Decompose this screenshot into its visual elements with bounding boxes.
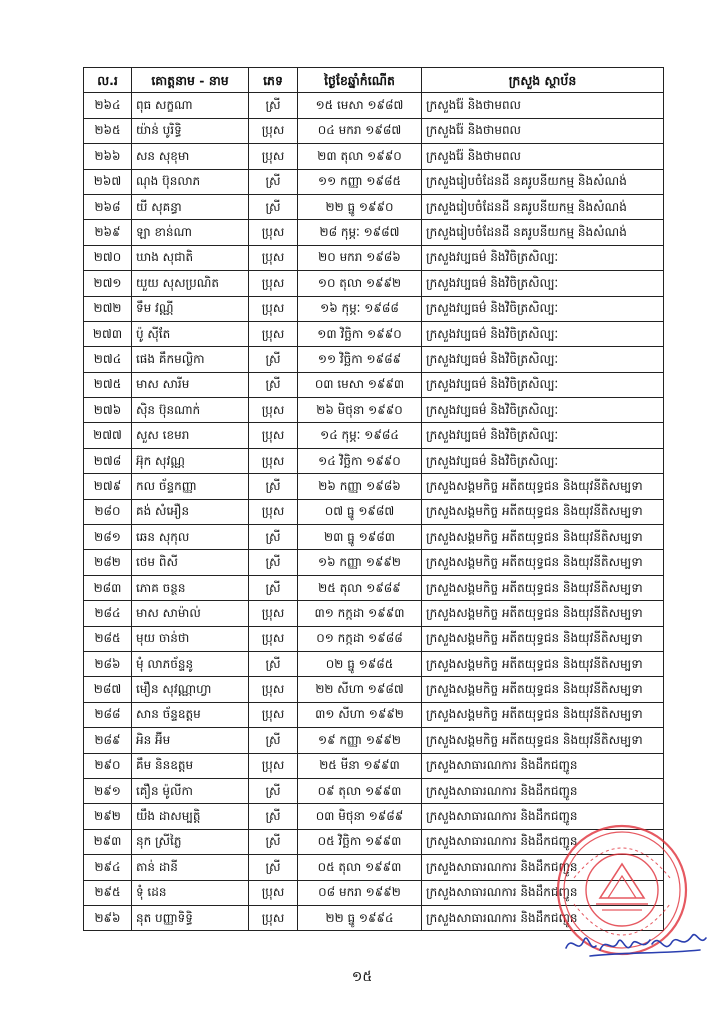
ministry-cell: ក្រសួងសង្គមកិច្ច អតីតយុទ្ធជន និងយុវនីតិសម្បទា [422,728,664,753]
sex-cell: ស្រី [249,550,298,575]
full-name-cell: សន សុខុមា [132,144,249,169]
sex-cell: ស្រី [249,474,298,499]
ministry-cell: ក្រសួងសង្គមកិច្ច អតីតយុទ្ធជន និងយុវនីតិសម្បទា [422,499,664,524]
table-row [84,550,664,575]
full-name-cell: គឿន ម៉ូលីកា [132,778,249,803]
full-name-cell: គឹម និនឧត្តម [132,753,249,778]
table-row [84,448,664,473]
row-number-cell: ២៧៦ [84,398,132,423]
date-of-birth-cell: ០៥ តុលា ១៩៩៣ [298,855,422,880]
ministry-cell: ក្រសួងវប្បធម៌ និងវិចិត្រសិល្បៈ [422,245,664,270]
row-number-cell: ២៧៧ [84,423,132,448]
sex-cell: ប្រុស [249,905,298,930]
table-row [84,702,664,727]
sex-cell: ប្រុស [249,220,298,245]
ministry-cell: ក្រសួងវប្បធម៌ និងវិចិត្រសិល្បៈ [422,271,664,296]
full-name-cell: គង់ សំអឿន [132,499,249,524]
row-number-cell: ២៨៤ [84,601,132,626]
sex-cell: ស្រី [249,804,298,829]
header-ministry: ក្រសួង ស្ថាប័ន [422,68,664,93]
row-number-cell: ២៩៤ [84,855,132,880]
table-row [84,499,664,524]
ministry-cell: ក្រសួងរៀបចំដែនដី នគរូបនីយកម្ម និងសំណង់ [422,194,664,219]
date-of-birth-cell: ២៦ កញ្ញា ១៩៨៦ [298,474,422,499]
row-number-cell: ២៩១ [84,778,132,803]
full-name-cell: នុត បញ្ញាទិទ្ធិ [132,905,249,930]
date-of-birth-cell: ២៨ កុម្ភៈ ១៩៨៧ [298,220,422,245]
row-number-cell: ២៨៣ [84,575,132,600]
ministry-cell: ក្រសួងសង្គមកិច្ច អតីតយុទ្ធជន និងយុវនីតិសម្បទា [422,702,664,727]
date-of-birth-cell: ២២ ធ្នូ ១៩៩០ [298,194,422,219]
sex-cell: ស្រី [249,778,298,803]
full-name-cell: ទឹម វណ្ណី [132,296,249,321]
row-number-cell: ២៦៤ [84,93,132,118]
ministry-cell: ក្រសួងសង្គមកិច្ច អតីតយុទ្ធជន និងយុវនីតិសម្បទា [422,626,664,651]
row-number-cell: ២៩៥ [84,880,132,905]
ministry-cell: ក្រសួងសង្គមកិច្ច អតីតយុទ្ធជន និងយុវនីតិសម្បទា [422,677,664,702]
table-row [84,169,664,194]
ministry-cell: ក្រសួងសង្គមកិច្ច អតីតយុទ្ធជន និងយុវនីតិសម្បទា [422,651,664,676]
table-row [84,601,664,626]
full-name-cell: មុំ លាភច័ន្ទនូ [132,651,249,676]
row-number-cell: ២៨៥ [84,626,132,651]
table-row [84,296,664,321]
sex-cell: ប្រុស [249,880,298,905]
date-of-birth-cell: ១៩ កញ្ញា ១៩៩២ [298,728,422,753]
ministry-cell: ក្រសួងសាធារណការ និងដឹកជញ្ជូន [422,753,664,778]
date-of-birth-cell: ០៣ មិថុនា ១៩៨៩ [298,804,422,829]
ministry-cell: ក្រសួងសាធារណការ និងដឹកជញ្ជូន [422,905,664,930]
ministry-cell: ក្រសួងរៀបចំដែនដី នគរូបនីយកម្ម និងសំណង់ [422,220,664,245]
full-name-cell: ភោគ ចន្ថន [132,575,249,600]
full-name-cell: យួយ សុសប្រណិត [132,271,249,296]
sex-cell: ប្រុស [249,702,298,727]
table-row [84,321,664,346]
table-row [84,144,664,169]
date-of-birth-cell: ១៥ មេសា ១៩៨៧ [298,93,422,118]
row-number-cell: ២៧៤ [84,347,132,372]
date-of-birth-cell: ០៩ តុលា ១៩៩៣ [298,778,422,803]
sex-cell: ប្រុស [249,118,298,143]
row-number-cell: ២៨១ [84,525,132,550]
table-row [84,118,664,143]
page-number: ១៥ [351,969,373,985]
date-of-birth-cell: ២៣ តុលា ១៩៩០ [298,144,422,169]
roster-table [83,67,664,931]
sex-cell: ប្រុស [249,296,298,321]
date-of-birth-cell: ០១ កក្កដា ១៩៨៨ [298,626,422,651]
date-of-birth-cell: ២២ សីហា ១៩៨៧ [298,677,422,702]
table-row [84,728,664,753]
row-number-cell: ២៩៦ [84,905,132,930]
date-of-birth-cell: ២២ ធ្នូ ១៩៩៤ [298,905,422,930]
full-name-cell: យី សុគន្ធា [132,194,249,219]
sex-cell: ស្រី [249,575,298,600]
sex-cell: ប្រុស [249,423,298,448]
sex-cell: ប្រុស [249,626,298,651]
sex-cell: ស្រី [249,829,298,854]
sex-cell: ប្រុស [249,601,298,626]
row-number-cell: ២៦៩ [84,220,132,245]
date-of-birth-cell: ១៣ វិច្ឆិកា ១៩៩០ [298,321,422,346]
ministry-cell: ក្រសួងសង្គមកិច្ច អតីតយុទ្ធជន និងយុវនីតិសម្បទា [422,601,664,626]
table-row [84,677,664,702]
table-row [84,778,664,803]
date-of-birth-cell: ៣១ កក្កដា ១៩៩៣ [298,601,422,626]
row-number-cell: ២៧២ [84,296,132,321]
date-of-birth-cell: ០៧ ធ្នូ ១៩៨៧ [298,499,422,524]
sex-cell: ប្រុស [249,271,298,296]
ministry-cell: ក្រសួងរ៉ែ និងថាមពល [422,93,664,118]
date-of-birth-cell: ១១ កញ្ញា ១៩៨៥ [298,169,422,194]
table-row [84,753,664,778]
ministry-cell: ក្រសួងរៀបចំដែនដី នគរូបនីយកម្ម និងសំណង់ [422,169,664,194]
date-of-birth-cell: ២០ មករា ១៩៨៦ [298,245,422,270]
row-number-cell: ២៧៩ [84,474,132,499]
sex-cell: ស្រី [249,169,298,194]
header-name: គោត្តនាម - នាម [132,68,249,93]
full-name-cell: នុក ស្រីភ្លៃ [132,829,249,854]
table-row [84,194,664,219]
header-date-of-birth: ថ្ងៃខែឆ្នាំកំណើត [298,68,422,93]
full-name-cell: យឹង ដាសម្បត្តិ [132,804,249,829]
full-name-cell: សួស ខេមរា [132,423,249,448]
row-number-cell: ២៧៣ [84,321,132,346]
sex-cell: ស្រី [249,728,298,753]
ministry-cell: ក្រសួងវប្បធម៌ និងវិចិត្រសិល្បៈ [422,423,664,448]
row-number-cell: ២៦៧ [84,169,132,194]
date-of-birth-cell: ១០ តុលា ១៩៩២ [298,271,422,296]
full-name-cell: អិន អ៊ីម [132,728,249,753]
full-name-cell: កល ច័ន្ទកញ្ញា [132,474,249,499]
row-number-cell: ២៦៥ [84,118,132,143]
full-name-cell: យ៉ាន់ បូរិទ្ធិ [132,118,249,143]
ministry-cell: ក្រសួងសាធារណការ និងដឹកជញ្ជូន [422,855,664,880]
row-number-cell: ២៨៧ [84,677,132,702]
date-of-birth-cell: ២៥ មីនា ១៩៩៣ [298,753,422,778]
table-row [84,245,664,270]
date-of-birth-cell: ០២ ធ្នូ ១៩៨៥ [298,651,422,676]
sex-cell: ប្រុស [249,144,298,169]
row-number-cell: ២៧៨ [84,448,132,473]
ministry-cell: ក្រសួងវប្បធម៌ និងវិចិត្រសិល្បៈ [422,347,664,372]
sex-cell: ប្រុស [249,753,298,778]
sex-cell: ស្រី [249,855,298,880]
handwritten-signature [560,926,710,962]
sex-cell: ស្រី [249,651,298,676]
full-name-cell: តាន់ ដានី [132,855,249,880]
full-name-cell: ផេង គឹកមល្លិកា [132,347,249,372]
full-name-cell: ឡា ខាន់ណា [132,220,249,245]
date-of-birth-cell: ២៥ តុលា ១៩៨៩ [298,575,422,600]
ministry-cell: ក្រសួងរ៉ែ និងថាមពល [422,144,664,169]
full-name-cell: មាស សារីម [132,372,249,397]
sex-cell: ប្រុស [249,245,298,270]
date-of-birth-cell: ១៦ កុម្ភៈ ១៩៨៨ [298,296,422,321]
date-of-birth-cell: ១៤ វិច្ឆិកា ១៩៩០ [298,448,422,473]
full-name-cell: មឿន សុវណ្ណាហ្វា [132,677,249,702]
ministry-cell: ក្រសួងសាធារណការ និងដឹកជញ្ជូន [422,778,664,803]
row-number-cell: ២៩០ [84,753,132,778]
full-name-cell: ប៉ូ ស៊ីតែ [132,321,249,346]
ministry-cell: ក្រសួងវប្បធម៌ និងវិចិត្រសិល្បៈ [422,398,664,423]
sex-cell: ប្រុស [249,499,298,524]
ministry-cell: ក្រសួងសាធារណការ និងដឹកជញ្ជូន [422,804,664,829]
header-sex: ភេទ [249,68,298,93]
date-of-birth-cell: ០៣ មេសា ១៩៩៣ [298,372,422,397]
full-name-cell: ស៊ិន ប៊ុនណាក់ [132,398,249,423]
ministry-cell: ក្រសួងវប្បធម៌ និងវិចិត្រសិល្បៈ [422,296,664,321]
row-number-cell: ២៧០ [84,245,132,270]
ministry-cell: ក្រសួងវប្បធម៌ និងវិចិត្រសិល្បៈ [422,372,664,397]
sex-cell: ស្រី [249,347,298,372]
table-row [84,398,664,423]
date-of-birth-cell: ២៦ មិថុនា ១៩៩០ [298,398,422,423]
date-of-birth-cell: ០៥ វិច្ឆិកា ១៩៩៣ [298,829,422,854]
table-row [84,220,664,245]
date-of-birth-cell: ២៣ ធ្នូ ១៩៨៣ [298,525,422,550]
table-row [84,372,664,397]
ministry-cell: ក្រសួងសង្គមកិច្ច អតីតយុទ្ធជន និងយុវនីតិសម្បទា [422,550,664,575]
table-header-row [84,68,664,93]
ministry-cell: ក្រសួងសាធារណការ និងដឹកជញ្ជូន [422,880,664,905]
row-number-cell: ២៨៨ [84,702,132,727]
row-number-cell: ២៦៦ [84,144,132,169]
sex-cell: ប្រុស [249,448,298,473]
full-name-cell: មុយ ចាន់ថា [132,626,249,651]
sex-cell: ស្រី [249,93,298,118]
full-name-cell: ពុធ សក្ខណា [132,93,249,118]
ministry-cell: ក្រសួងសង្គមកិច្ច អតីតយុទ្ធជន និងយុវនីតិសម្បទា [422,474,664,499]
ministry-cell: ក្រសួងវប្បធម៌ និងវិចិត្រសិល្បៈ [422,448,664,473]
date-of-birth-cell: ១១ វិច្ឆិកា ១៩៨៩ [298,347,422,372]
row-number-cell: ២៦៨ [84,194,132,219]
table-row [84,575,664,600]
full-name-cell: ទុំ ដេន [132,880,249,905]
date-of-birth-cell: ១៤ កុម្ភៈ ១៩៨៤ [298,423,422,448]
row-number-cell: ២៨០ [84,499,132,524]
sex-cell: ស្រី [249,372,298,397]
table-row [84,271,664,296]
header-number: ល.រ [84,68,132,93]
table-body [84,93,664,931]
sex-cell: ស្រី [249,525,298,550]
sex-cell: ស្រី [249,194,298,219]
row-number-cell: ២៨៦ [84,651,132,676]
full-name-cell: មាស សាម៉ាល់ [132,601,249,626]
table-row [84,347,664,372]
table-row [84,626,664,651]
full-name-cell: អ៊ុក សុវណ្ណ [132,448,249,473]
row-number-cell: ២៨៩ [84,728,132,753]
ministry-cell: ក្រសួងរ៉ែ និងថាមពល [422,118,664,143]
date-of-birth-cell: ០៨ មករា ១៩៩២ [298,880,422,905]
table-row [84,474,664,499]
table-row [84,525,664,550]
table-row [84,93,664,118]
sex-cell: ប្រុស [249,398,298,423]
full-name-cell: ឃាង សុជាតិ [132,245,249,270]
full-name-cell: ឆេន សុកុល [132,525,249,550]
date-of-birth-cell: ១៦ កញ្ញា ១៩៩២ [298,550,422,575]
row-number-cell: ២៨២ [84,550,132,575]
ministry-cell: ក្រសួងសង្គមកិច្ច អតីតយុទ្ធជន និងយុវនីតិសម្បទា [422,575,664,600]
ministry-cell: ក្រសួងវប្បធម៌ និងវិចិត្រសិល្បៈ [422,321,664,346]
full-name-cell: ណុង ប៊ុនលាភ [132,169,249,194]
sex-cell: ប្រុស [249,677,298,702]
row-number-cell: ២៧៥ [84,372,132,397]
ministry-cell: ក្រសួងសង្គមកិច្ច អតីតយុទ្ធជន និងយុវនីតិសម្បទា [422,525,664,550]
date-of-birth-cell: ០៤ មករា ១៩៨៧ [298,118,422,143]
ministry-cell: ក្រសួងសាធារណការ និងដឹកជញ្ជូន [422,829,664,854]
table-row [84,651,664,676]
row-number-cell: ២៩៣ [84,829,132,854]
full-name-cell: ថេម ពិសី [132,550,249,575]
sex-cell: ប្រុស [249,321,298,346]
table-row [84,423,664,448]
full-name-cell: សាន ច័ន្ទឧត្តម [132,702,249,727]
row-number-cell: ២៧១ [84,271,132,296]
date-of-birth-cell: ៣១ សីហា ១៩៩២ [298,702,422,727]
row-number-cell: ២៩២ [84,804,132,829]
